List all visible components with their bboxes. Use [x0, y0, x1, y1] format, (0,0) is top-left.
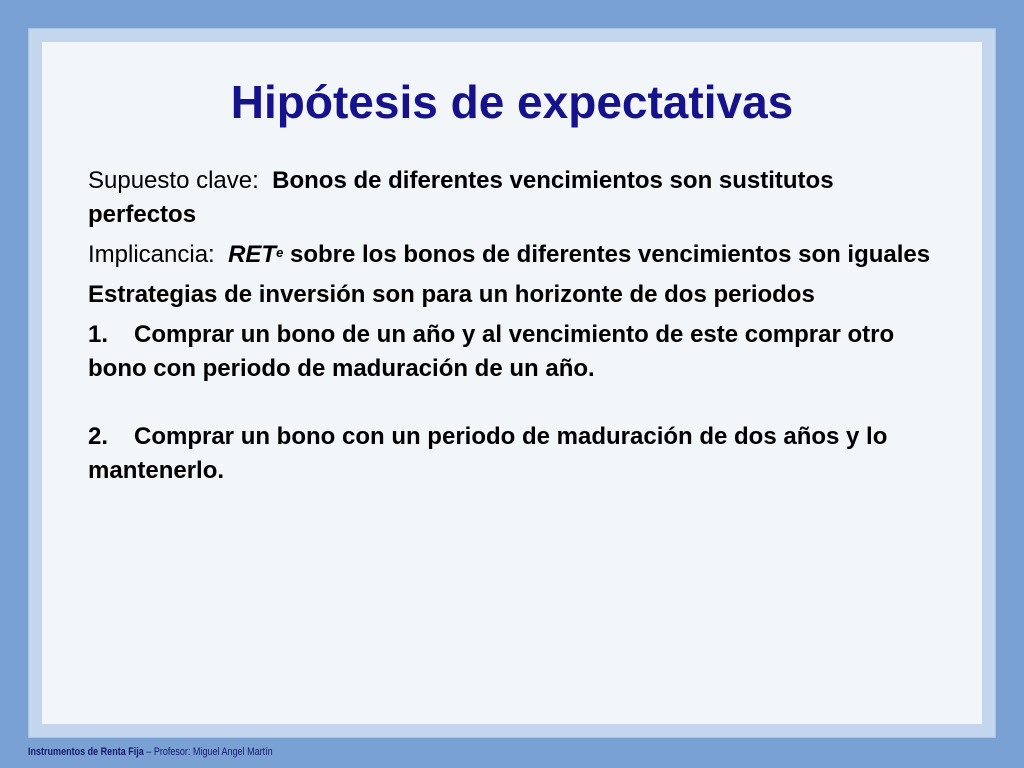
ret-base: RET [228, 241, 277, 268]
supuesto-body: Bonos de diferentes vencimientos son sustitutos perfectos [88, 167, 834, 228]
implicancia-paragraph [88, 238, 948, 272]
footer-separator: – [143, 746, 154, 758]
slide-footer [28, 746, 273, 758]
ret-superscript: e [276, 245, 284, 260]
footer-course: Instrumentos de Renta Fija [28, 746, 144, 758]
strategy-item-1-text: Comprar un bono de un año y al vencimiento de este comprar otro bono con periodo de maduración de un año. [88, 321, 895, 382]
strategy-item-2 [88, 420, 948, 488]
strategy-item-1 [88, 318, 948, 386]
supuesto-paragraph [88, 164, 948, 232]
footer-professor: Profesor: Miguel Angel Martín [153, 746, 273, 758]
slide-body [88, 164, 948, 494]
strategy-item-2-text: Comprar un bono con un periodo de maduración de dos años y lo mantenerlo. [88, 423, 888, 484]
implicancia-body: sobre los bonos de diferentes vencimientos son iguales [289, 241, 931, 268]
strategy-item-2-number: 2. [88, 423, 109, 450]
strategy-item-1-number: 1. [88, 321, 109, 348]
ret-symbol [228, 241, 283, 268]
slide-title: Hipótesis de expectativas [230, 76, 794, 128]
supuesto-lead: Supuesto clave: [88, 167, 259, 194]
implicancia-lead: Implicancia: [88, 241, 215, 268]
estrategias-paragraph: Estrategias de inversión son para un horizonte de dos periodos [88, 281, 815, 308]
